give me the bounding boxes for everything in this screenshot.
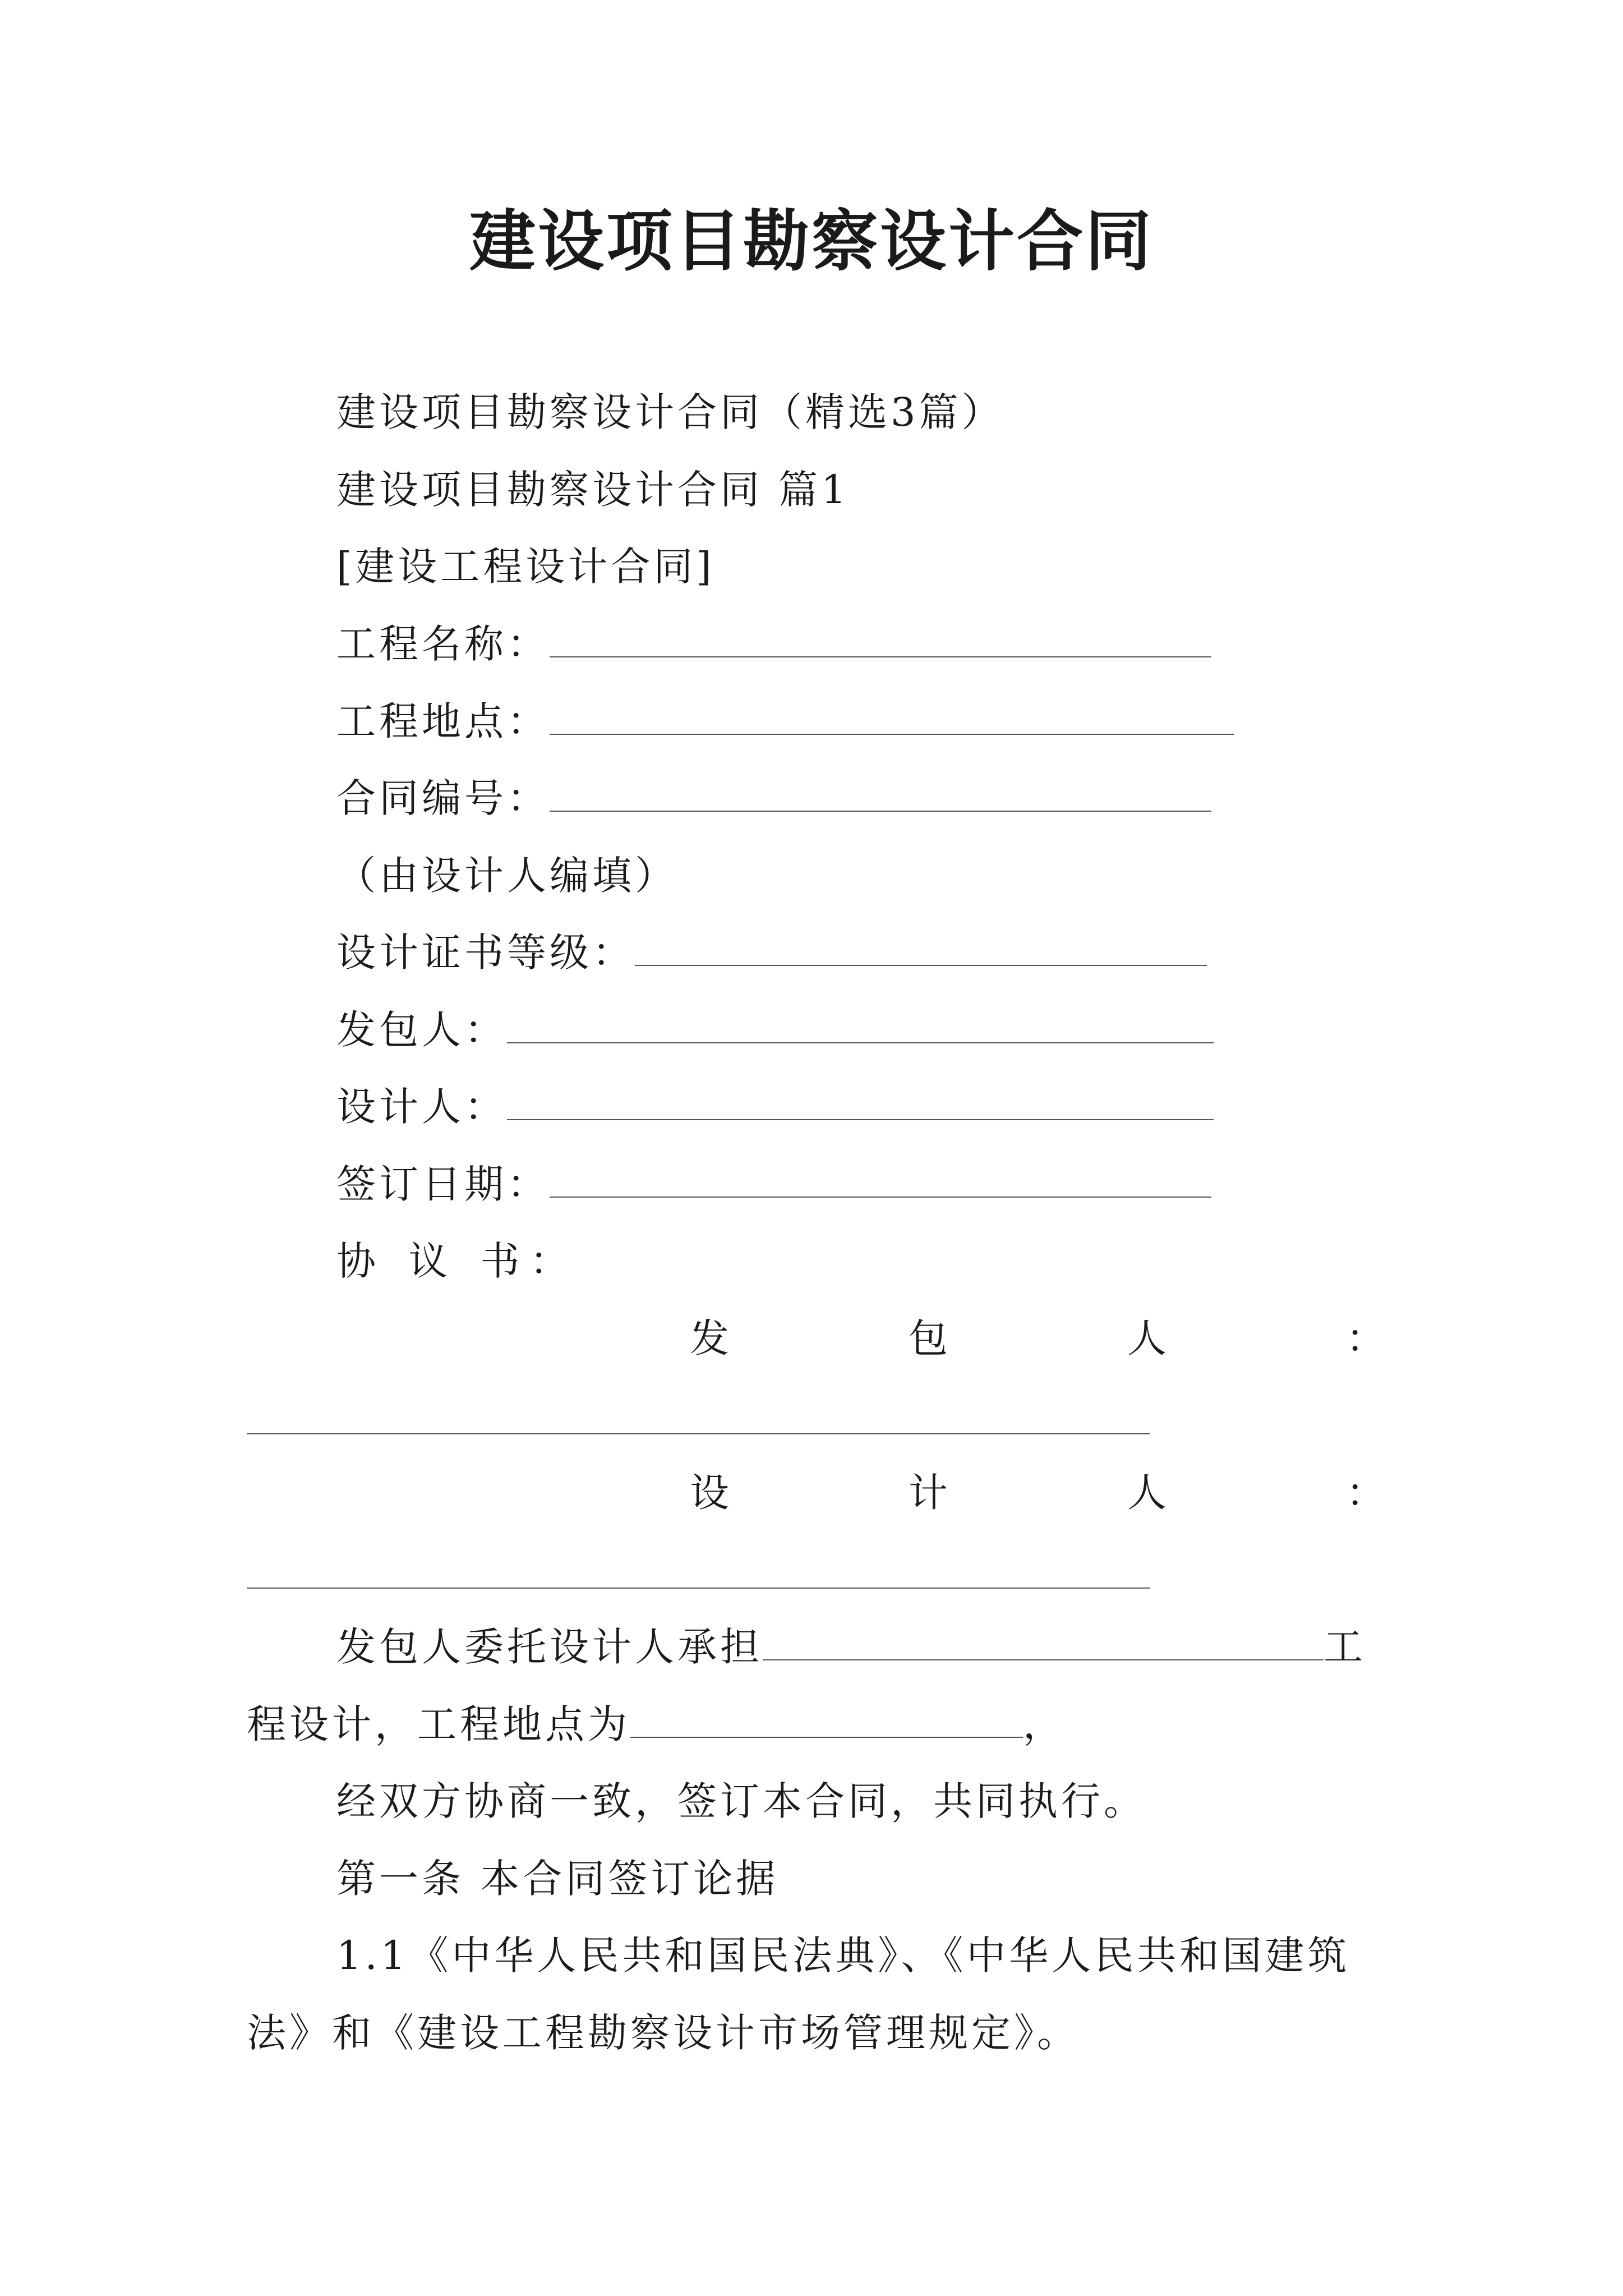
sign-date-label: 签订日期： [336,1161,550,1207]
contract-type: [建设工程设计合同] [336,544,715,590]
filled-by-note: （由设计人编填） [336,853,677,899]
clause-1-1-line-2: 法》和《建设工程勘察设计市场管理规定》。 [247,2010,1080,2056]
cert-level-field [336,924,1207,981]
agreement-heading: 协 议 书： [336,1238,579,1284]
entrust-site-blank [630,1697,1023,1738]
article-1-heading: 第一条 本合同签订论据 [336,1856,779,1902]
designer-spread-2: 计 [909,1470,948,1516]
employer-blank [507,1003,1214,1043]
cert-level-blank [635,926,1207,966]
project-name-field [336,616,1211,672]
project-site-blank [550,694,1234,735]
employer-spread-2: 包 [909,1315,948,1361]
subtitle: 建设项目勘察设计合同（精选3篇） [336,389,1004,435]
contract-no-field [336,770,1211,826]
entrust-text-b: 工 [1324,1624,1366,1670]
designer-blank [507,1080,1214,1120]
contract-no-blank [550,771,1211,812]
document-title: 建设项目勘察设计合同 [469,202,1154,280]
cert-level-label: 设计证书等级： [336,930,635,976]
designer-signature-line [247,1588,1150,1589]
sign-date-blank [550,1157,1211,1198]
entrust-line-2 [247,1696,1066,1752]
employer-spread-4: ： [1346,1315,1385,1361]
project-name-label: 工程名称： [336,621,550,667]
contract-no-label: 合同编号： [336,775,550,821]
project-site-field [336,693,1234,749]
entrust-line-1 [336,1619,1366,1675]
project-site-label: 工程地点： [336,698,550,744]
project-name-blank [550,617,1211,657]
entrust-project-blank [763,1620,1324,1660]
designer-label: 设计人： [336,1084,507,1130]
designer-field [336,1079,1214,1135]
clause-1-1-line-1: 1.1《中华人民共和国民法典》、《中华人民共和国建筑 [336,1932,1350,1978]
sign-date-field [336,1156,1211,1212]
designer-spread-3: 人 [1127,1470,1166,1516]
entrust-text-a: 发包人委托设计人承担 [336,1624,763,1670]
entrust-text-d: ， [1023,1701,1066,1747]
designer-spread-4: ： [1346,1470,1385,1516]
part-heading: 建设项目勘察设计合同 篇1 [336,467,850,513]
employer-spread-1: 发 [690,1315,729,1361]
employer-label: 发包人： [336,1007,507,1053]
designer-spread-1: 设 [690,1470,729,1516]
entrust-text-c: 程设计，工程地点为 [247,1701,630,1747]
employer-field [336,1002,1214,1058]
employer-spread-3: 人 [1127,1315,1166,1361]
employer-signature-line [247,1433,1150,1434]
consensus-paragraph: 经双方协商一致，签订本合同，共同执行。 [336,1778,1146,1824]
